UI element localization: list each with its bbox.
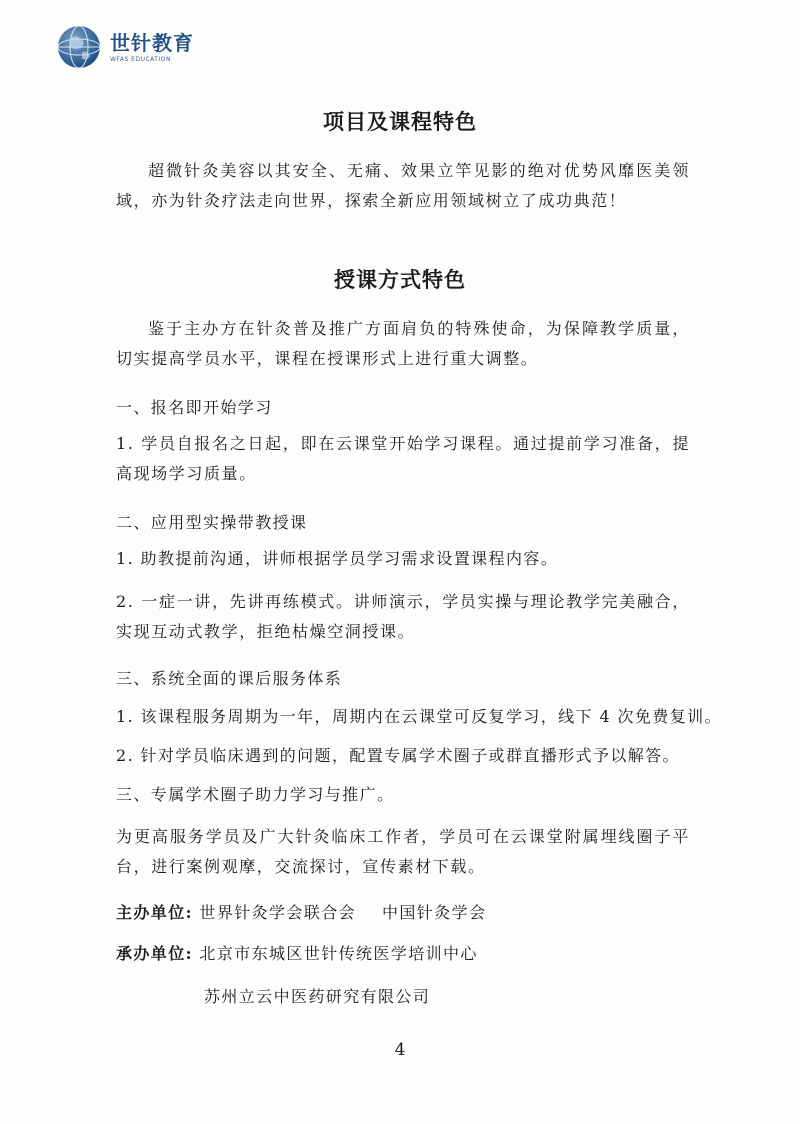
item3-text1: 1. 该课程服务周期为一年，周期内在云课堂可反复学习，线下 4 次免费复训。	[116, 707, 722, 726]
item2-heading: 二、应用型实操带教授课	[116, 513, 308, 532]
page-number: 4	[394, 1040, 406, 1060]
logo	[56, 22, 194, 72]
logo-chinese-name: 世针教育	[110, 30, 194, 55]
host-label: 主办单位:	[116, 903, 193, 922]
logo-text	[110, 32, 194, 63]
item1-heading: 一、报名即开始学习	[116, 398, 273, 417]
section2-intro: 鉴于主办方在针灸普及推广方面肩负的特殊使命，为保障教学质量，切实提高学员水平，课程在授课形式上进行重大调整。	[116, 319, 690, 368]
section1-paragraph: 超微针灸美容以其安全、无痛、效果立竿见影的绝对优势风靡医美领域，亦为针灸疗法走向世界，探索全新应用领域树立了成功典范！	[116, 161, 690, 210]
globe-logo-icon	[56, 24, 102, 70]
organizer-row	[116, 942, 478, 966]
organizer-value-1: 北京市东城区世针传统医学培训中心	[199, 944, 478, 963]
item2-text1: 1. 助教提前沟通，讲师根据学员学习需求设置课程内容。	[116, 549, 559, 568]
host-row	[116, 901, 486, 925]
organizer-value-2: 苏州立云中医药研究有限公司	[204, 987, 431, 1006]
organizer-label: 承办单位:	[116, 944, 193, 963]
item3-heading: 三、系统全面的课后服务体系	[116, 669, 343, 688]
item1-text: 1. 学员自报名之日起，即在云课堂开始学习课程。通过提前学习准备，提高现场学习质量。	[116, 434, 690, 483]
item4-text: 为更高服务学员及广大针灸临床工作者，学员可在云课堂附属埋线圈子平台，进行案例观摩，交流探讨，宣传素材下载。	[116, 827, 690, 876]
item2-text2: 2. 一症一讲，先讲再练模式。讲师演示，学员实操与理论教学完美融合，实现互动式教学，拒绝枯燥空洞授课。	[116, 592, 690, 641]
item4-heading: 三、专属学术圈子助力学习与推广。	[116, 785, 395, 804]
section2-title: 授课方式特色	[334, 267, 466, 292]
item3-text2: 2. 针对学员临床遇到的问题，配置专属学术圈子或群直播形式予以解答。	[116, 746, 680, 765]
section1-title: 项目及课程特色	[323, 109, 477, 134]
logo-english-name: WFAS EDUCATION	[110, 55, 171, 63]
host-value: 世界针灸学会联合会 中国针灸学会	[199, 903, 487, 922]
